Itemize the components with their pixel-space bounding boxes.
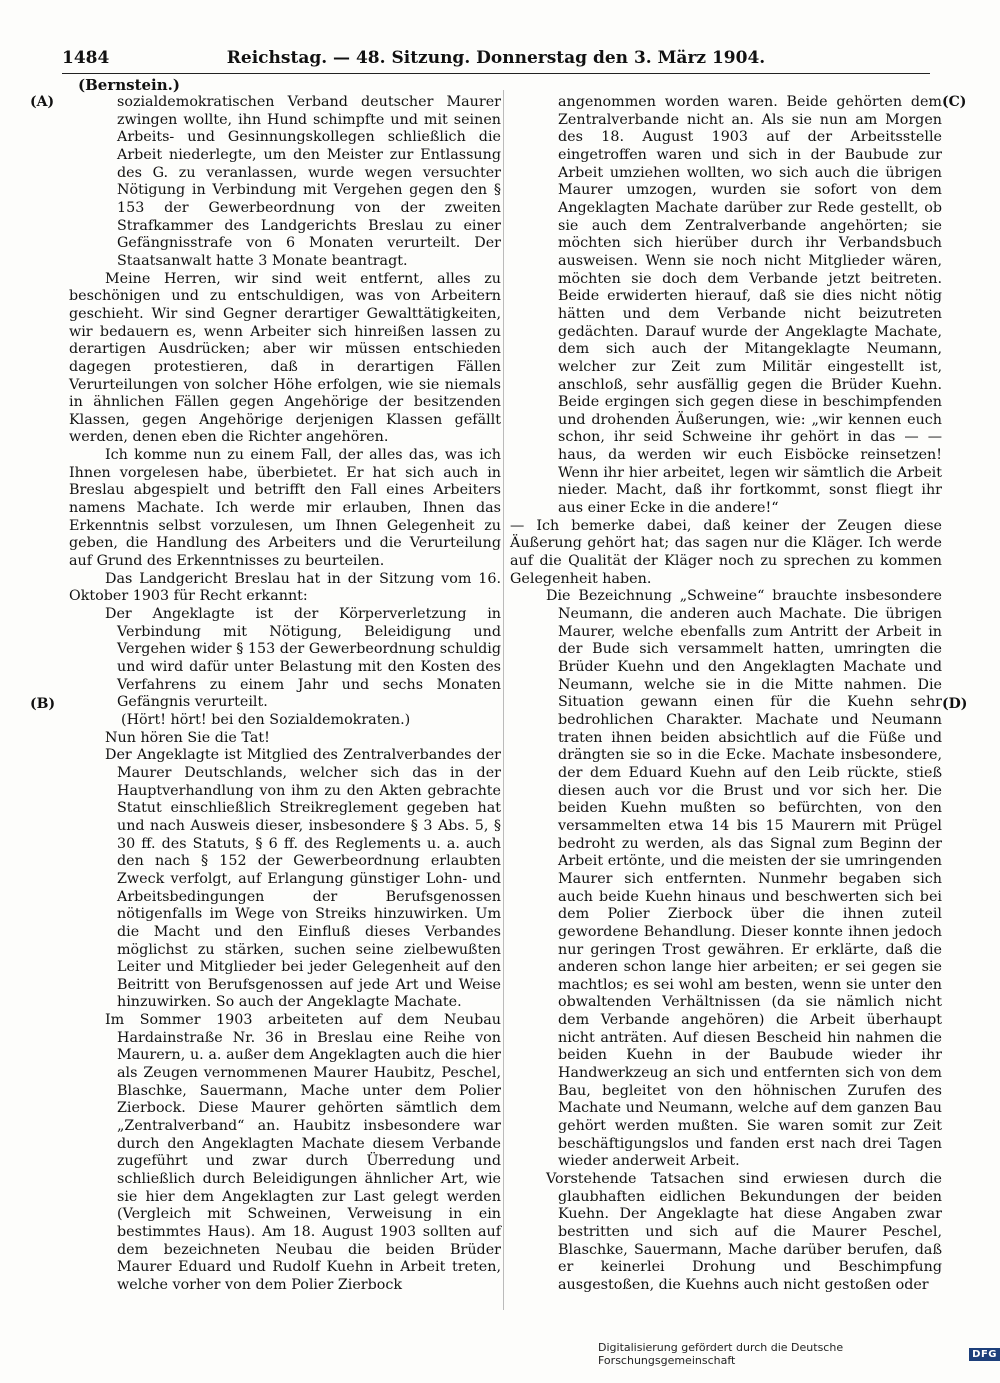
paragraph: Das Landgericht Breslau hat in der Sitzung vom 16. Oktober 1903 für Recht erkannt: [69, 570, 501, 605]
verdict-quote: Im Sommer 1903 arbeiteten auf dem Neubau Hardainstraße Nr. 36 in Breslau eine Reihe von Maurern, u. a. außer dem Angeklagten auch die hier als Zeugen vernommenen Maurer Haubitz, Peschel, Blaschke, Sauermann, Mache unter dem Polier Zierbock. Diese Maurer gehörten sämtlich dem „Zentralverband“ an. Haubitz insbesondere war durch den Angeklagten Machate diesem Verbande zugeführt und zwar durch Überredung und schließlich durch Beleidigungen ähnlicher Art, wie sie hier dem Angeklagten zur Last gelegt werden (Vergleich mit Schweinen, Verweisung in ein bestimmtes Haus). Am 18. August 1903 sollten auf dem bezeichneten Neubau die beiden Brüder Maurer Eduard und Rudolf Kuehn in Arbeit treten, welche vorher von dem Polier Zierbock [105, 1012, 501, 1293]
paragraph: sozialdemokratischen Verband deutscher Maurer zwingen wollte, ihn Hund schimpfte und mit seinen Arbeits- und Gesinnungskollegen schließlich die Arbeit niederlegte, um den Meister zur Entlassung des G. zu veranlassen, wurde wegen versuchter Nötigung in Verbindung mit Vergehen gegen den § 153 der Gewerbeordnung von der zweiten Strafkammer des Landgerichts Breslau zu einer Gefängnisstrafe von 6 Monaten verurteilt. Der Staatsanwalt hatte 3 Monate beantragt. [117, 94, 501, 269]
verdict-quote: Der Angeklagte ist der Körperverletzung in Verbindung mit Nötigung, Beleidigung und Vergehen wider § 153 der Gewerbeordnung schuldig und wird dafür unter Belastung mit den Kosten des Verfahrens zu einem Jahr und sechs Monaten Gefängnis verurteilt. [105, 606, 501, 711]
running-title: Reichstag. — 48. Sitzung. Donnerstag den 3. März 1904. [226, 48, 766, 68]
digitization-footer [598, 1341, 1000, 1367]
running-header [62, 44, 930, 74]
margin-marker-d: (D) [942, 696, 968, 712]
paragraph: Ich komme nun zu einem Fall, der alles das, was ich Ihnen vorgelesen habe, überbietet. Er hat sich auch in Breslau abgespielt und betrifft den Fall eines Arbeiters namens Machate. Ich werde mir erlauben, Ihnen das Erkenntnis selbst vorzulesen, um Ihnen Gelegenheit zu geben, die Handlung des Arbeiters und die Verurteilung auf Grund des Erkenntnisses zu beurteilen. [69, 447, 501, 570]
verdict-quote: angenommen worden waren. Beide gehörten dem Zentralverbande nicht an. Als sie nun am Morgen des 18. August 1903 auf der Arbeitsstelle eingetroffen waren und sich in der Baubude zur Arbeit umziehen wollten, wo sich auch die übrigen Maurer umzogen, wurden sie sofort von dem Angeklagten Machate darüber zur Rede gestellt, ob sie auch dem Zentralverbande angehörten; sie möchten sich hierüber durch ihr Verbandsbuch ausweisen. Wenn sie noch nicht Mitglieder wären, möchten sie doch dem Verbande jetzt beitreten. Beide erwiderten hierauf, daß sie dies nicht nötig hätten und dem Verbande nicht beizutreten gedächten. Darauf wurde der Angeklagte Machate, dem sich auch der Mitangeklagte Neumann, welcher zur Zeit zum Militär eingestellt ist, anschloß, sehr ausfällig gegen die Brüder Kuehn. Beide ergingen sich gegen diese in beschimpfenden und drohenden Äußerungen, wie: „wir kennen euch schon, ihr seid Schweine ihr gehört in das — — haus, da werden wir euch Eisböcke reinsetzen! Wenn ihr hier arbeitet, legen wir sämtlich die Arbeit nieder. Macht, daß ihr fortkommt, sonst fliegt ihr aus einer Ecke in die andere!“ [558, 94, 942, 517]
margin-marker-b: (B) [30, 696, 56, 712]
margin-marker-a: (A) [30, 94, 55, 110]
verdict-quote: Der Angeklagte ist Mitglied des Zentralverbandes der Maurer Deutschlands, welcher sich das in der Hauptverhandlung von ihm zu den Akten gebrachte Statut einschließlich Streikreglement gegeben hat und nach Ausweis dieser, insbesondere § 3 Abs. 5, § 30 ff. des Statuts, § 6 ff. des Reglements u. a. auch den nach § 152 der Gewerbeordnung erlaubten Zweck verfolgt, auf Erlangung günstiger Lohn- und Arbeitsbedingungen der Berufsgenossen nötigenfalls im Wege von Streiks hinzuwirken. Um die Macht und den Einfluß dieses Verbandes möglichst zu stärken, suchen seine zielbewußten Leiter und Mitglieder bei jeder Gelegenheit auf den Beitritt von Berufsgenossen auf jede Art und Weise hinzuwirken. So auch der Angeklagte Machate. [105, 747, 501, 1011]
verdict-quote: Die Bezeichnung „Schweine“ brauchte insbesondere Neumann, die anderen auch Machate. Die übrigen Maurer, welche ebenfalls zum Antritt der Arbeit in der Bude sich versammelt hatten, umringten die Brüder Kuehn und den Angeklagten Machate und Neumann, welche sie in die Mitte nahmen. Die Situation gewann einen für die Kuehn sehr bedrohlichen Charakter. Machate und Neumann traten ihnen beiden absichtlich auf die Füße und drängten sie so in die Ecke. Machate insbesondere, der dem Eduard Kuehn auf den Leib rückte, stieß diesen auch vor die Brust und vor sich her. Die beiden Kuehn mußten so befürchten, von den versammelten etwa 14 bis 15 Maurern mit Prügel bedroht zu werden, als das Signal zum Beginn der Arbeit ertönte, und die meisten der sie umringenden Maurer sich entfernten. Nunmehr begaben sich auch beide Kuehn hinaus und beschwerten sich bei dem Polier Zierbock über die ihnen zuteil gewordene Behandlung. Dieser konnte ihnen jedoch nur geringen Trost gewähren. Er erklärte, daß die anderen schon lange hier arbeiten; er sei gegen sie machtlos; es sei wohl am besten, wenn sie unter den obwaltenden Verhältnissen (da sie nämlich nicht dem Verbande angehören) die Arbeit überhaupt nicht anträten. Auf diesen Bescheid hin nahmen die beiden Kuehn in der Baubude wieder ihr Handwerkzeug an sich und entfernten sich von dem Bau, begleitet von den höhnischen Zurufen des Machate und Neumann, welche auf dem ganzen Bau gehört werden mußten. Sie waren somit zur Zeit beschäftigungslos und fanden erst nach drei Tagen wieder anderweit Arbeit. [546, 588, 942, 1170]
column-divider [503, 90, 504, 1310]
footer-text: Digitalisierung gefördert durch die Deutsche Forschungsgemeinschaft [598, 1341, 844, 1367]
speaker-label: (Bernstein.) [78, 76, 180, 94]
interjection: (Hört! hört! bei den Sozialdemokraten.) [121, 711, 411, 728]
page-number: 1484 [62, 48, 110, 68]
right-column [510, 94, 942, 1295]
dfg-logo: DFG [969, 1348, 1000, 1361]
margin-marker-c: (C) [942, 94, 967, 110]
paragraph: — Ich bemerke dabei, daß keiner der Zeugen diese Äußerung gehört hat; das sagen nur die Kläger. Ich werde auf die Qualität der Kläger noch zu sprechen zu kommen Gelegenheit haben. [510, 517, 942, 587]
left-column [69, 94, 501, 1295]
verdict-quote: Vorstehende Tatsachen sind erwiesen durch die glaubhaften eidlichen Bekundungen der beiden Kuehn. Der Angeklagte hat diese Angaben zwar bestritten und sich auf die Maurer Peschel, Blaschke, Sauermann, Mache darüber berufen, daß er keinerlei Drohung und Beschimpfung ausgestoßen, die Kuehns auch nicht gestoßen oder [546, 1171, 942, 1293]
paragraph: Meine Herren, wir sind weit entfernt, alles zu beschönigen und zu entschuldigen, was von Arbeitern geschieht. Wir sind Gegner derartiger Gewalttätigkeiten, wir bedauern es, wenn Arbeiter sich hinreißen lassen zu derartigen Ausdrücken; aber wir müssen entschieden dagegen protestieren, daß in derartigen Fällen Verurteilungen von solcher Höhe erfolgen, wie sie niemals in ähnlichen Fällen gegen Angehörige der besitzenden Klassen, gegen Angehörige derjenigen Klassen gefällt werden, denen eben die Richter angehören. [69, 270, 501, 446]
header-rule [62, 73, 930, 74]
paragraph: Nun hören Sie die Tat! [105, 729, 270, 746]
